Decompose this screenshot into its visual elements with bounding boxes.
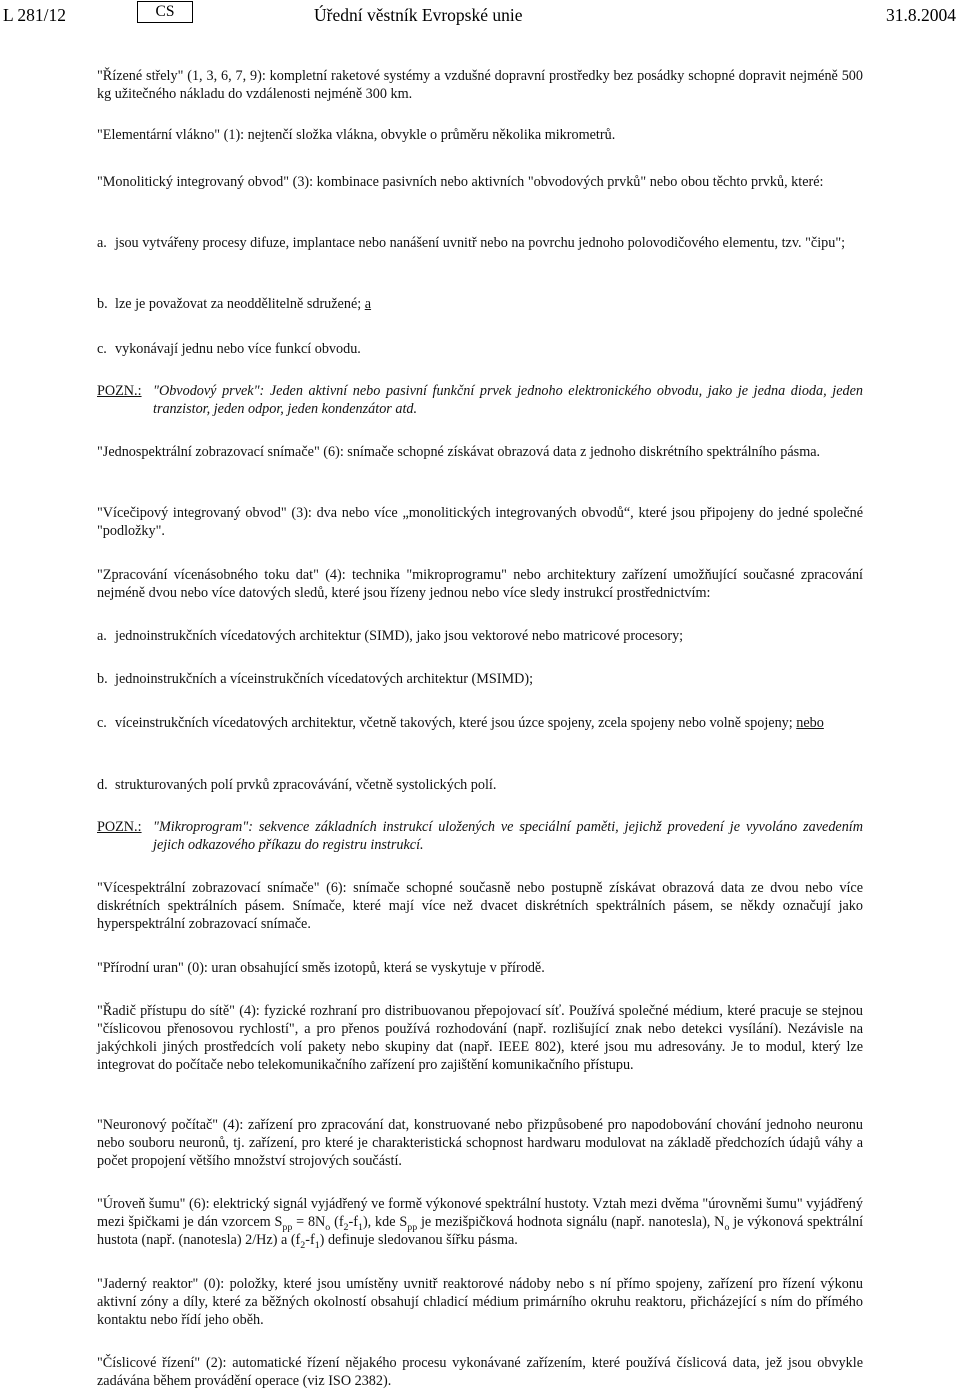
definition-radic-pristupu: "Řadič přístupu do sítě" (4): fyzické rozhraní pro distribuovanou přepojovací síť. Používá společné médium, které pracuje se stejnou "číslicovou přenosovou rychlostí", a pro přenos používá rozhodování (např. rozlišující znak nebo detekci vysílání). Nezávisle na jakýchkoli jiných prostředcích volí pakety nebo skupiny dat (např. IEEE 802), které jsou mu adresovány. Je to modul, který lze integrovat do počítače nebo telekomunikačního zařízení pro zajištění komunikačního přístupu. xyxy=(97,1003,863,1073)
note-obvodovy-prvek: POZN.: "Obvodový prvek": Jeden aktivní nebo pasivní funkční prvek jednoho elektronického obvodu, jako je jedna dioda, jeden tranzistor, jeden odpor, jeden kondenzátor atd. xyxy=(97,383,863,417)
definition-jednospektralni: "Jednospektrální zobrazovací snímače" (6): snímače schopné získávat obrazová data z jednoho diskrétního spektrálního pásma. xyxy=(97,444,821,460)
definition-vicespektralni: "Vícespektrální zobrazovací snímače" (6): snímače schopné současně nebo postupně získávat obrazová data ze dvou nebo více diskrétních spektrálních pásem. Snímače, které mají více než dvacet diskrétních spektrálních pásem, se někdy označují jako hyperspektrální zobrazovací snímače. xyxy=(97,880,863,932)
journal-title: Úřední věstník Evropské unie xyxy=(314,5,523,25)
definition-ciselne-rizeni: "Číslicové řízení" (2): automatické řízení nějakého procesu vykonávané zařízením, které používá číslicová data, jež jsou obvykle zadávána během provádění operace (viz ISO 2382). xyxy=(97,1355,863,1389)
definition-uroven-sumu: "Úroveň šumu" (6): elektrický signál vyjádřený ve formě výkonové spektrální hustoty. Vztah mezi dvěma "úrovněmi šumu" vyjádřený mezi špičkami je dán vzorcem $S_{pp} = 8N_o$ $(f_2-f_1)$, kde $S_{pp}$ je mezišpičková hodnota signálu (např. nanotesla), $N_o$ je výkonová spektrální hustota (např. (nanotesla) 2/Hz) a $(f_2-f_1)$ definuje sledovanou šířku pásma. xyxy=(97,1196,864,1251)
list-item: b. jednoinstrukčních a víceinstrukčních vícedatových architektur (MSIMD); xyxy=(97,671,534,687)
list-item: d. strukturovaných polí prvků zpracovávání, včetně systolických polí. xyxy=(97,777,497,793)
language-box: CS xyxy=(137,1,193,23)
definition-jaderny-reaktor: "Jaderný reaktor" (0): položky, které jsou umístěny uvnitř reaktorové nádoby nebo s ní přímo spojeny, zařízení pro řízení výkonu aktivní zóny a díly, které za běžných okolností obsahují chladicí médium primárního okruhu reaktoru, přicházející s ním do přímého kontaktu nebo řídí jeho oběh. xyxy=(97,1276,863,1328)
definition-zpracovani-toku-dat: "Zpracování vícenásobného toku dat" (4): technika "mikroprogramu" nebo architektury zařízení umožňující současné zpracování nejméně dvou nebo více datových sledů, které jsou řízeny jednou nebo více sledy instrukcí prostřednictvím: xyxy=(97,567,863,601)
page-reference: L 281/12 xyxy=(3,5,67,25)
definition-elementarni-vlakno: "Elementární vlákno" (1): nejtenčí složka vlákna, obvykle o průměru několika mikrometrů. xyxy=(97,127,616,143)
list-item: b. lze je považovat za neoddělitelně sdružené; a xyxy=(97,296,372,312)
list-item: c. víceinstrukčních vícedatových architektur, včetně takových, které jsou úzce spojeny, zcela spojeny nebo volně spojeny; nebo xyxy=(97,715,824,731)
definition-vicecipovy: "Vícečipový integrovaný obvod" (3): dva nebo více „monolitických integrovaných obvodů“, které jsou připojeny do jedné společné "podložky". xyxy=(97,505,863,539)
list-item: a. jednoinstrukčních vícedatových architektur (SIMD), jako jsou vektorové nebo matricové procesory; xyxy=(97,628,684,644)
definition-rizene-strely: "Řízené střely" (1, 3, 6, 7, 9): kompletní raketové systémy a vzdušné dopravní prostředky bez posádky schopné dopravit nejméně 500 kg užitečného nákladu do vzdálenosti nejméně 300 km. xyxy=(97,68,863,102)
note-mikroprogram: POZN.: "Mikroprogram": sekvence základních instrukcí uložených ve speciální paměti, jejichž provedení je vyvoláno zavedením jejich odkazového příkazu do registru instrukcí. xyxy=(97,819,863,853)
definition-neuronovy-pocitac: "Neuronový počítač" (4): zařízení pro zpracování dat, konstruované nebo přizpůsobené pro napodobování chování jednoho neuronu nebo souboru neuronů, tj. zařízení, pro které je charakteristická schopnost hardwaru modulovat na základě předchozích údajů váhy a počet propojení většího množství strojových součástí. xyxy=(97,1117,863,1169)
list-item: a. jsou vytvářeny procesy difuze, implantace nebo nanášení uvnitř nebo na povrchu jednoho polovodičového elementu, tzv. "čipu"; xyxy=(97,235,846,251)
page-header xyxy=(0,0,960,30)
publication-date: 31.8.2004 xyxy=(886,5,956,25)
definition-prirodni-uran: "Přírodní uran" (0): uran obsahující směs izotopů, která se vyskytuje v přírodě. xyxy=(97,960,545,976)
conjunction: a xyxy=(364,296,372,312)
definition-monoliticky-obvod: "Monolitický integrovaný obvod" (3): kombinace pasivních nebo aktivních "obvodových prvků" nebo obou těchto prvků, které: xyxy=(97,174,824,190)
conjunction: nebo xyxy=(796,715,824,731)
list-item: c. vykonávají jednu nebo více funkcí obvodu. xyxy=(97,341,361,357)
